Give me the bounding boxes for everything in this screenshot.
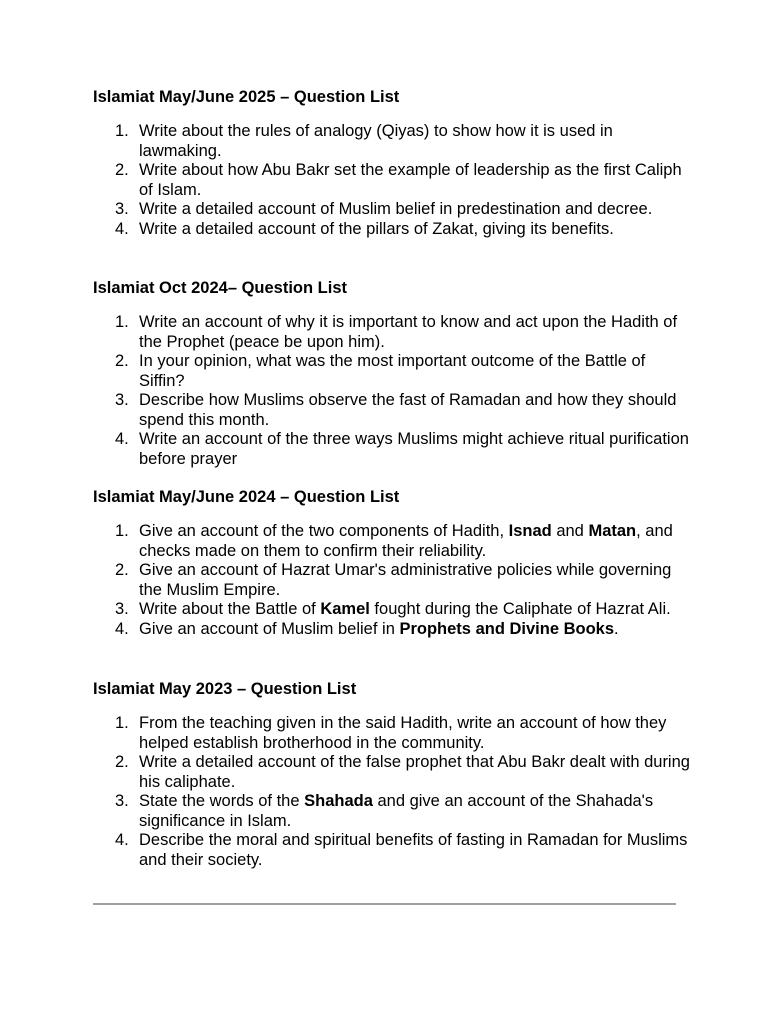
question-item bbox=[93, 561, 693, 600]
question-text: fought during the Caliphate of Hazrat Ali. bbox=[369, 600, 671, 618]
question-item bbox=[93, 122, 693, 161]
question-list bbox=[93, 122, 693, 239]
question-number: 1. bbox=[115, 122, 129, 140]
section-heading: Islamiat May/June 2025 – Question List bbox=[93, 88, 400, 106]
question-number: 3. bbox=[115, 600, 129, 618]
question-item bbox=[93, 200, 693, 220]
question-text: Write an account of the three ways Muslims might achieve ritual purification before prayer bbox=[139, 430, 689, 468]
question-item bbox=[93, 430, 693, 469]
question-text: Write about the rules of analogy (Qiyas) to show how it is used in lawmaking. bbox=[139, 122, 613, 160]
question-text: Write a detailed account of Muslim belief in predestination and decree. bbox=[139, 200, 653, 218]
question-text: Give an account of Muslim belief in bbox=[139, 619, 400, 638]
question-text: Write a detailed account of the false prophet that Abu Bakr dealt with during his caliphate. bbox=[139, 753, 690, 791]
question-number: 3. bbox=[115, 200, 129, 218]
question-bold-term: Isnad bbox=[508, 522, 552, 540]
section-heading: Islamiat May/June 2024 – Question List bbox=[93, 488, 400, 506]
question-item bbox=[93, 620, 693, 640]
question-number: 3. bbox=[115, 792, 129, 810]
section-oct-2024 bbox=[93, 278, 693, 469]
question-number: 1. bbox=[115, 714, 129, 732]
question-number: 2. bbox=[115, 561, 129, 579]
question-item bbox=[93, 753, 693, 792]
question-text: Write an account of why it is important to know and act upon the Hadith of the Prophet (peace be upon him). bbox=[139, 313, 678, 351]
question-text: Describe how Muslims observe the fast of Ramadan and how they should spend this month. bbox=[139, 391, 677, 429]
question-number: 1. bbox=[115, 313, 129, 331]
question-text: . bbox=[614, 619, 619, 638]
question-text: Write about how Abu Bakr set the example of leadership as the first Caliph of Islam. bbox=[139, 161, 682, 199]
question-number: 4. bbox=[115, 219, 129, 238]
question-item bbox=[93, 600, 693, 620]
horizontal-divider bbox=[93, 903, 676, 905]
question-bold-term: Shahada bbox=[304, 792, 373, 810]
question-bold-term: Prophets and Divine Books bbox=[399, 619, 615, 638]
question-text: , and checks made on them to confirm their reliability. bbox=[139, 522, 673, 560]
question-number: 3. bbox=[115, 391, 129, 409]
question-text: From the teaching given in the said Hadith, write an account of how they helped establish brotherhood in the community. bbox=[139, 714, 667, 752]
section-may-2023 bbox=[93, 679, 693, 870]
question-item bbox=[93, 352, 693, 391]
question-number: 1. bbox=[115, 522, 129, 540]
question-number: 2. bbox=[115, 352, 129, 370]
question-item bbox=[93, 391, 693, 430]
question-list bbox=[93, 714, 693, 870]
question-text: Write a detailed account of the pillars of Zakat, giving its benefits. bbox=[139, 219, 614, 238]
section-heading: Islamiat Oct 2024– Question List bbox=[93, 279, 348, 297]
question-text: and give an account of the Shahada's significance in Islam. bbox=[139, 792, 654, 830]
question-item bbox=[93, 161, 693, 200]
question-number: 2. bbox=[115, 161, 129, 179]
question-bold-term: Kamel bbox=[320, 600, 370, 618]
question-number: 4. bbox=[115, 619, 129, 638]
question-item bbox=[93, 313, 693, 352]
question-text: Describe the moral and spiritual benefits of fasting in Ramadan for Muslims and their society. bbox=[139, 831, 688, 869]
question-text: In your opinion, what was the most important outcome of the Battle of Siffin? bbox=[139, 352, 646, 390]
question-text: Give an account of Hazrat Umar's administrative policies while governing the Muslim Empire. bbox=[139, 561, 672, 599]
section-may-june-2024 bbox=[93, 487, 693, 639]
question-text: State the words of the bbox=[139, 792, 305, 810]
question-item bbox=[93, 714, 693, 753]
question-item bbox=[93, 831, 693, 870]
question-text: and bbox=[551, 522, 589, 540]
question-list bbox=[93, 522, 693, 639]
question-bold-term: Matan bbox=[588, 522, 637, 540]
question-text: Give an account of the two components of Hadith, bbox=[139, 522, 509, 540]
section-may-june-2025 bbox=[93, 87, 693, 239]
question-number: 4. bbox=[115, 430, 129, 448]
question-list bbox=[93, 313, 693, 469]
question-text: Write about the Battle of bbox=[139, 600, 321, 618]
question-item bbox=[93, 792, 693, 831]
section-heading: Islamiat May 2023 – Question List bbox=[93, 680, 357, 698]
question-item bbox=[93, 522, 693, 561]
question-number: 4. bbox=[115, 831, 129, 849]
question-item bbox=[93, 220, 693, 240]
question-number: 2. bbox=[115, 753, 129, 771]
